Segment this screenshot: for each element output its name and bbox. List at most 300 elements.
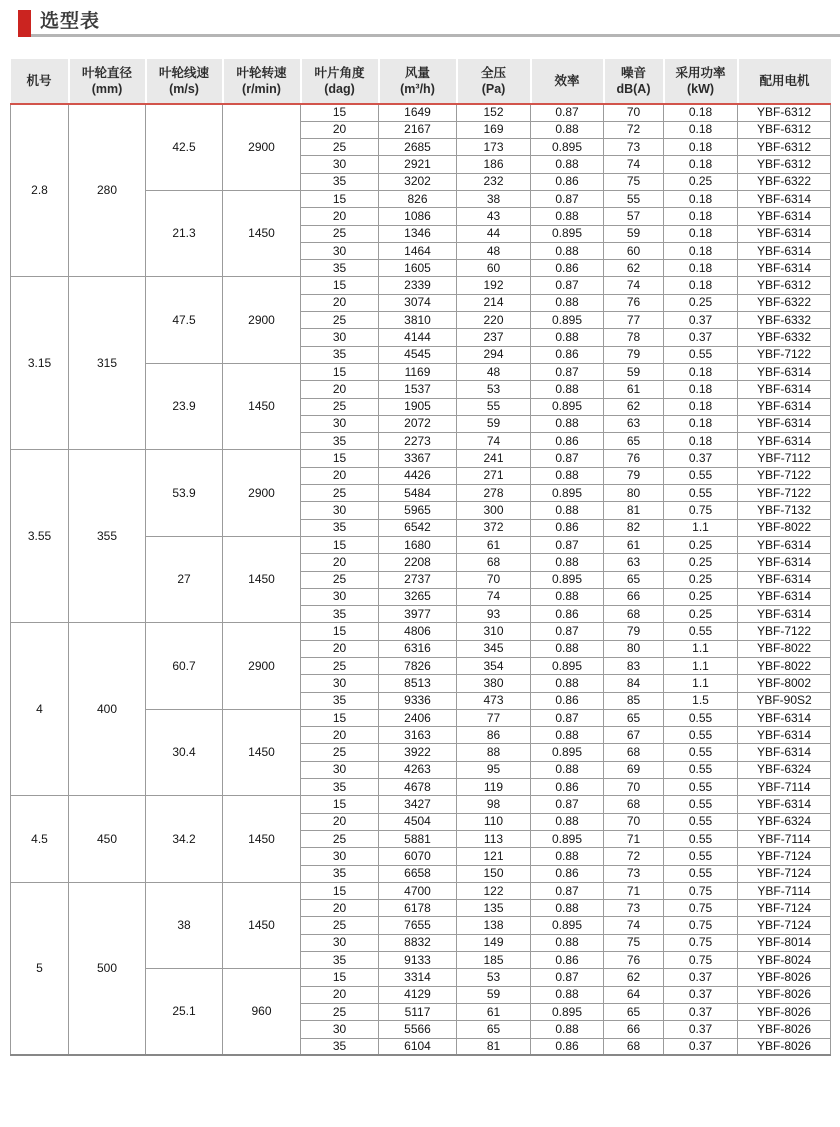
blade-angle-cell: 30 bbox=[301, 415, 379, 432]
pressure-cell: 150 bbox=[457, 865, 531, 882]
motor-cell: YBF-6314 bbox=[738, 398, 831, 415]
airflow-cell: 1605 bbox=[379, 260, 457, 277]
airflow-cell: 1680 bbox=[379, 536, 457, 553]
airflow-cell: 1905 bbox=[379, 398, 457, 415]
efficiency-cell: 0.87 bbox=[531, 969, 604, 986]
pressure-cell: 59 bbox=[457, 415, 531, 432]
power-cell: 0.55 bbox=[664, 467, 738, 484]
power-cell: 0.37 bbox=[664, 1038, 738, 1055]
efficiency-cell: 0.86 bbox=[531, 779, 604, 796]
power-cell: 0.18 bbox=[664, 398, 738, 415]
pressure-cell: 61 bbox=[457, 536, 531, 553]
noise-cell: 73 bbox=[604, 900, 664, 917]
noise-cell: 76 bbox=[604, 450, 664, 467]
rpm-cell: 1450 bbox=[223, 536, 301, 622]
efficiency-cell: 0.88 bbox=[531, 502, 604, 519]
airflow-cell: 3265 bbox=[379, 588, 457, 605]
airflow-cell: 6104 bbox=[379, 1038, 457, 1055]
efficiency-cell: 0.87 bbox=[531, 277, 604, 294]
pressure-cell: 74 bbox=[457, 588, 531, 605]
pressure-cell: 44 bbox=[457, 225, 531, 242]
pressure-cell: 38 bbox=[457, 190, 531, 207]
power-cell: 0.25 bbox=[664, 588, 738, 605]
motor-cell: YBF-6312 bbox=[738, 104, 831, 121]
pressure-cell: 241 bbox=[457, 450, 531, 467]
power-cell: 0.55 bbox=[664, 485, 738, 502]
selection-table-body bbox=[11, 104, 831, 1055]
motor-cell: YBF-8024 bbox=[738, 952, 831, 969]
motor-cell: YBF-8014 bbox=[738, 934, 831, 951]
motor-cell: YBF-8026 bbox=[738, 1003, 831, 1020]
pressure-cell: 122 bbox=[457, 882, 531, 899]
power-cell: 0.37 bbox=[664, 312, 738, 329]
efficiency-cell: 0.88 bbox=[531, 156, 604, 173]
airflow-cell: 4545 bbox=[379, 346, 457, 363]
pressure-cell: 300 bbox=[457, 502, 531, 519]
blade-angle-cell: 35 bbox=[301, 606, 379, 623]
efficiency-cell: 0.88 bbox=[531, 381, 604, 398]
efficiency-cell: 0.895 bbox=[531, 917, 604, 934]
airflow-cell: 9133 bbox=[379, 952, 457, 969]
power-cell: 0.55 bbox=[664, 848, 738, 865]
noise-cell: 68 bbox=[604, 796, 664, 813]
blade-angle-cell: 35 bbox=[301, 952, 379, 969]
pressure-cell: 278 bbox=[457, 485, 531, 502]
power-cell: 0.37 bbox=[664, 329, 738, 346]
noise-cell: 70 bbox=[604, 813, 664, 830]
airflow-cell: 6070 bbox=[379, 848, 457, 865]
blade-angle-cell: 15 bbox=[301, 882, 379, 899]
rpm-cell: 2900 bbox=[223, 277, 301, 363]
efficiency-cell: 0.86 bbox=[531, 1038, 604, 1055]
blade-angle-cell: 25 bbox=[301, 1003, 379, 1020]
table-row bbox=[11, 104, 831, 121]
title-underline bbox=[31, 9, 840, 37]
pressure-cell: 121 bbox=[457, 848, 531, 865]
power-cell: 0.37 bbox=[664, 1021, 738, 1038]
power-cell: 0.55 bbox=[664, 796, 738, 813]
pressure-cell: 185 bbox=[457, 952, 531, 969]
power-cell: 0.18 bbox=[664, 363, 738, 380]
pressure-cell: 61 bbox=[457, 1003, 531, 1020]
pressure-cell: 110 bbox=[457, 813, 531, 830]
power-cell: 1.1 bbox=[664, 675, 738, 692]
efficiency-cell: 0.86 bbox=[531, 519, 604, 536]
power-cell: 0.25 bbox=[664, 571, 738, 588]
col-header-unit: (dag) bbox=[324, 82, 355, 96]
motor-cell: YBF-6312 bbox=[738, 156, 831, 173]
col-header-efficiency bbox=[531, 59, 604, 104]
blade-angle-cell: 25 bbox=[301, 485, 379, 502]
col-header-noise bbox=[604, 59, 664, 104]
pressure-cell: 113 bbox=[457, 830, 531, 847]
diameter-cell: 450 bbox=[69, 796, 146, 882]
airflow-cell: 6178 bbox=[379, 900, 457, 917]
blade-angle-cell: 35 bbox=[301, 692, 379, 709]
motor-cell: YBF-7124 bbox=[738, 865, 831, 882]
efficiency-cell: 0.895 bbox=[531, 744, 604, 761]
noise-cell: 72 bbox=[604, 848, 664, 865]
noise-cell: 65 bbox=[604, 433, 664, 450]
airflow-cell: 2273 bbox=[379, 433, 457, 450]
noise-cell: 81 bbox=[604, 502, 664, 519]
motor-cell: YBF-6314 bbox=[738, 554, 831, 571]
efficiency-cell: 0.88 bbox=[531, 675, 604, 692]
airflow-cell: 4426 bbox=[379, 467, 457, 484]
motor-cell: YBF-7122 bbox=[738, 467, 831, 484]
pressure-cell: 186 bbox=[457, 156, 531, 173]
efficiency-cell: 0.87 bbox=[531, 450, 604, 467]
motor-cell: YBF-7122 bbox=[738, 346, 831, 363]
noise-cell: 71 bbox=[604, 830, 664, 847]
motor-cell: YBF-6324 bbox=[738, 761, 831, 778]
blade-angle-cell: 30 bbox=[301, 588, 379, 605]
noise-cell: 65 bbox=[604, 709, 664, 726]
noise-cell: 68 bbox=[604, 744, 664, 761]
power-cell: 0.18 bbox=[664, 277, 738, 294]
pressure-cell: 152 bbox=[457, 104, 531, 121]
noise-cell: 65 bbox=[604, 571, 664, 588]
efficiency-cell: 0.87 bbox=[531, 796, 604, 813]
noise-cell: 79 bbox=[604, 623, 664, 640]
power-cell: 0.18 bbox=[664, 225, 738, 242]
pressure-cell: 48 bbox=[457, 242, 531, 259]
blade-angle-cell: 25 bbox=[301, 398, 379, 415]
col-header-unit: (kW) bbox=[686, 82, 715, 96]
power-cell: 0.18 bbox=[664, 433, 738, 450]
pressure-cell: 237 bbox=[457, 329, 531, 346]
rpm-cell: 1450 bbox=[223, 796, 301, 882]
col-header-label: 噪音 bbox=[620, 66, 646, 80]
motor-cell: YBF-6314 bbox=[738, 606, 831, 623]
rpm-cell: 960 bbox=[223, 969, 301, 1055]
blade-angle-cell: 20 bbox=[301, 121, 379, 138]
noise-cell: 67 bbox=[604, 727, 664, 744]
power-cell: 0.25 bbox=[664, 536, 738, 553]
pressure-cell: 310 bbox=[457, 623, 531, 640]
airflow-cell: 2921 bbox=[379, 156, 457, 173]
blade-angle-cell: 20 bbox=[301, 727, 379, 744]
motor-cell: YBF-6332 bbox=[738, 329, 831, 346]
motor-cell: YBF-6314 bbox=[738, 225, 831, 242]
col-header-blade-angle bbox=[301, 59, 379, 104]
efficiency-cell: 0.88 bbox=[531, 727, 604, 744]
table-row bbox=[11, 277, 831, 294]
blade-angle-cell: 25 bbox=[301, 917, 379, 934]
model-cell: 5 bbox=[11, 882, 69, 1055]
airflow-cell: 3977 bbox=[379, 606, 457, 623]
col-header-diameter bbox=[69, 59, 146, 104]
noise-cell: 66 bbox=[604, 588, 664, 605]
blade-angle-cell: 25 bbox=[301, 225, 379, 242]
efficiency-cell: 0.895 bbox=[531, 312, 604, 329]
noise-cell: 84 bbox=[604, 675, 664, 692]
blade-angle-cell: 15 bbox=[301, 363, 379, 380]
blade-angle-cell: 20 bbox=[301, 294, 379, 311]
line-speed-cell: 25.1 bbox=[146, 969, 223, 1055]
motor-cell: YBF-6322 bbox=[738, 294, 831, 311]
power-cell: 0.18 bbox=[664, 139, 738, 156]
power-cell: 0.18 bbox=[664, 242, 738, 259]
blade-angle-cell: 25 bbox=[301, 312, 379, 329]
col-header-pressure bbox=[457, 59, 531, 104]
power-cell: 1.5 bbox=[664, 692, 738, 709]
blade-angle-cell: 30 bbox=[301, 1021, 379, 1038]
pressure-cell: 149 bbox=[457, 934, 531, 951]
rpm-cell: 2900 bbox=[223, 623, 301, 709]
blade-angle-cell: 15 bbox=[301, 796, 379, 813]
airflow-cell: 4678 bbox=[379, 779, 457, 796]
airflow-cell: 4504 bbox=[379, 813, 457, 830]
title-accent-bar bbox=[18, 10, 31, 37]
motor-cell: YBF-6314 bbox=[738, 727, 831, 744]
motor-cell: YBF-7124 bbox=[738, 848, 831, 865]
power-cell: 0.18 bbox=[664, 208, 738, 225]
efficiency-cell: 0.88 bbox=[531, 640, 604, 657]
motor-cell: YBF-6314 bbox=[738, 415, 831, 432]
motor-cell: YBF-6322 bbox=[738, 173, 831, 190]
diameter-cell: 315 bbox=[69, 277, 146, 450]
line-speed-cell: 21.3 bbox=[146, 190, 223, 276]
motor-cell: YBF-7122 bbox=[738, 623, 831, 640]
blade-angle-cell: 20 bbox=[301, 381, 379, 398]
diameter-cell: 355 bbox=[69, 450, 146, 623]
noise-cell: 85 bbox=[604, 692, 664, 709]
blade-angle-cell: 15 bbox=[301, 969, 379, 986]
efficiency-cell: 0.87 bbox=[531, 709, 604, 726]
efficiency-cell: 0.895 bbox=[531, 1003, 604, 1020]
power-cell: 1.1 bbox=[664, 658, 738, 675]
blade-angle-cell: 25 bbox=[301, 571, 379, 588]
efficiency-cell: 0.88 bbox=[531, 1021, 604, 1038]
line-speed-cell: 23.9 bbox=[146, 363, 223, 449]
blade-angle-cell: 20 bbox=[301, 208, 379, 225]
rpm-cell: 1450 bbox=[223, 190, 301, 276]
efficiency-cell: 0.895 bbox=[531, 139, 604, 156]
blade-angle-cell: 20 bbox=[301, 554, 379, 571]
noise-cell: 82 bbox=[604, 519, 664, 536]
efficiency-cell: 0.86 bbox=[531, 692, 604, 709]
motor-cell: YBF-7124 bbox=[738, 917, 831, 934]
efficiency-cell: 0.895 bbox=[531, 830, 604, 847]
efficiency-cell: 0.88 bbox=[531, 294, 604, 311]
motor-cell: YBF-8026 bbox=[738, 986, 831, 1003]
motor-cell: YBF-8022 bbox=[738, 640, 831, 657]
pressure-cell: 119 bbox=[457, 779, 531, 796]
pressure-cell: 65 bbox=[457, 1021, 531, 1038]
pressure-cell: 138 bbox=[457, 917, 531, 934]
noise-cell: 76 bbox=[604, 952, 664, 969]
line-speed-cell: 60.7 bbox=[146, 623, 223, 709]
pressure-cell: 93 bbox=[457, 606, 531, 623]
motor-cell: YBF-7114 bbox=[738, 882, 831, 899]
selection-table-header bbox=[11, 59, 831, 104]
pressure-cell: 354 bbox=[457, 658, 531, 675]
power-cell: 0.75 bbox=[664, 934, 738, 951]
pressure-cell: 232 bbox=[457, 173, 531, 190]
col-header-model bbox=[11, 59, 69, 104]
col-header-unit: (mm) bbox=[91, 82, 123, 96]
noise-cell: 71 bbox=[604, 882, 664, 899]
pressure-cell: 98 bbox=[457, 796, 531, 813]
blade-angle-cell: 20 bbox=[301, 813, 379, 830]
blade-angle-cell: 30 bbox=[301, 156, 379, 173]
airflow-cell: 1649 bbox=[379, 104, 457, 121]
noise-cell: 62 bbox=[604, 260, 664, 277]
noise-cell: 59 bbox=[604, 225, 664, 242]
power-cell: 0.75 bbox=[664, 502, 738, 519]
power-cell: 0.75 bbox=[664, 952, 738, 969]
motor-cell: YBF-6314 bbox=[738, 588, 831, 605]
airflow-cell: 1169 bbox=[379, 363, 457, 380]
power-cell: 0.55 bbox=[664, 623, 738, 640]
model-cell: 4.5 bbox=[11, 796, 69, 882]
airflow-cell: 5881 bbox=[379, 830, 457, 847]
efficiency-cell: 0.88 bbox=[531, 986, 604, 1003]
col-header-label: 叶轮直径 bbox=[81, 66, 132, 80]
blade-angle-cell: 15 bbox=[301, 623, 379, 640]
col-header-label: 效率 bbox=[554, 74, 580, 88]
pressure-cell: 214 bbox=[457, 294, 531, 311]
col-header-label: 叶轮转速 bbox=[236, 66, 287, 80]
power-cell: 0.55 bbox=[664, 830, 738, 847]
col-header-label: 风量 bbox=[404, 66, 430, 80]
blade-angle-cell: 20 bbox=[301, 467, 379, 484]
noise-cell: 74 bbox=[604, 277, 664, 294]
pressure-cell: 372 bbox=[457, 519, 531, 536]
line-speed-cell: 34.2 bbox=[146, 796, 223, 882]
blade-angle-cell: 20 bbox=[301, 640, 379, 657]
airflow-cell: 7655 bbox=[379, 917, 457, 934]
rpm-cell: 1450 bbox=[223, 363, 301, 449]
airflow-cell: 5117 bbox=[379, 1003, 457, 1020]
noise-cell: 55 bbox=[604, 190, 664, 207]
airflow-cell: 1537 bbox=[379, 381, 457, 398]
noise-cell: 76 bbox=[604, 294, 664, 311]
airflow-cell: 2208 bbox=[379, 554, 457, 571]
blade-angle-cell: 25 bbox=[301, 658, 379, 675]
airflow-cell: 8513 bbox=[379, 675, 457, 692]
efficiency-cell: 0.87 bbox=[531, 882, 604, 899]
power-cell: 0.18 bbox=[664, 415, 738, 432]
efficiency-cell: 0.895 bbox=[531, 398, 604, 415]
col-header-power bbox=[664, 59, 738, 104]
col-header-label: 配用电机 bbox=[759, 74, 810, 88]
airflow-cell: 6542 bbox=[379, 519, 457, 536]
power-cell: 0.37 bbox=[664, 1003, 738, 1020]
col-header-label: 采用功率 bbox=[675, 66, 726, 80]
blade-angle-cell: 30 bbox=[301, 502, 379, 519]
efficiency-cell: 0.88 bbox=[531, 900, 604, 917]
airflow-cell: 826 bbox=[379, 190, 457, 207]
pressure-cell: 59 bbox=[457, 986, 531, 1003]
motor-cell: YBF-7112 bbox=[738, 450, 831, 467]
airflow-cell: 4700 bbox=[379, 882, 457, 899]
power-cell: 0.37 bbox=[664, 450, 738, 467]
motor-cell: YBF-6314 bbox=[738, 208, 831, 225]
blade-angle-cell: 35 bbox=[301, 173, 379, 190]
noise-cell: 61 bbox=[604, 536, 664, 553]
noise-cell: 59 bbox=[604, 363, 664, 380]
noise-cell: 83 bbox=[604, 658, 664, 675]
efficiency-cell: 0.88 bbox=[531, 467, 604, 484]
power-cell: 0.18 bbox=[664, 260, 738, 277]
noise-cell: 63 bbox=[604, 554, 664, 571]
efficiency-cell: 0.87 bbox=[531, 363, 604, 380]
motor-cell: YBF-6314 bbox=[738, 571, 831, 588]
airflow-cell: 2339 bbox=[379, 277, 457, 294]
airflow-cell: 2737 bbox=[379, 571, 457, 588]
airflow-cell: 9336 bbox=[379, 692, 457, 709]
pressure-cell: 53 bbox=[457, 381, 531, 398]
pressure-cell: 95 bbox=[457, 761, 531, 778]
efficiency-cell: 0.86 bbox=[531, 260, 604, 277]
col-header-label: 叶片角度 bbox=[314, 66, 365, 80]
blade-angle-cell: 15 bbox=[301, 709, 379, 726]
noise-cell: 68 bbox=[604, 606, 664, 623]
diameter-cell: 500 bbox=[69, 882, 146, 1055]
power-cell: 1.1 bbox=[664, 519, 738, 536]
pressure-cell: 70 bbox=[457, 571, 531, 588]
power-cell: 0.37 bbox=[664, 969, 738, 986]
efficiency-cell: 0.88 bbox=[531, 554, 604, 571]
pressure-cell: 55 bbox=[457, 398, 531, 415]
power-cell: 0.25 bbox=[664, 294, 738, 311]
pressure-cell: 74 bbox=[457, 433, 531, 450]
blade-angle-cell: 35 bbox=[301, 1038, 379, 1055]
blade-angle-cell: 20 bbox=[301, 986, 379, 1003]
efficiency-cell: 0.87 bbox=[531, 104, 604, 121]
blade-angle-cell: 30 bbox=[301, 242, 379, 259]
airflow-cell: 6658 bbox=[379, 865, 457, 882]
efficiency-cell: 0.87 bbox=[531, 190, 604, 207]
pressure-cell: 81 bbox=[457, 1038, 531, 1055]
airflow-cell: 1346 bbox=[379, 225, 457, 242]
noise-cell: 60 bbox=[604, 242, 664, 259]
power-cell: 0.75 bbox=[664, 882, 738, 899]
efficiency-cell: 0.895 bbox=[531, 658, 604, 675]
col-header-line-speed bbox=[146, 59, 223, 104]
blade-angle-cell: 35 bbox=[301, 779, 379, 796]
power-cell: 0.55 bbox=[664, 709, 738, 726]
efficiency-cell: 0.88 bbox=[531, 121, 604, 138]
noise-cell: 79 bbox=[604, 346, 664, 363]
noise-cell: 70 bbox=[604, 104, 664, 121]
motor-cell: YBF-6312 bbox=[738, 121, 831, 138]
table-row bbox=[11, 882, 831, 899]
airflow-cell: 3427 bbox=[379, 796, 457, 813]
airflow-cell: 1464 bbox=[379, 242, 457, 259]
efficiency-cell: 0.895 bbox=[531, 225, 604, 242]
power-cell: 0.25 bbox=[664, 173, 738, 190]
line-speed-cell: 42.5 bbox=[146, 104, 223, 190]
motor-cell: YBF-8002 bbox=[738, 675, 831, 692]
motor-cell: YBF-7124 bbox=[738, 900, 831, 917]
power-cell: 1.1 bbox=[664, 640, 738, 657]
efficiency-cell: 0.88 bbox=[531, 242, 604, 259]
line-speed-cell: 53.9 bbox=[146, 450, 223, 536]
motor-cell: YBF-6314 bbox=[738, 381, 831, 398]
pressure-cell: 169 bbox=[457, 121, 531, 138]
blade-angle-cell: 20 bbox=[301, 900, 379, 917]
power-cell: 0.18 bbox=[664, 104, 738, 121]
efficiency-cell: 0.88 bbox=[531, 848, 604, 865]
efficiency-cell: 0.88 bbox=[531, 588, 604, 605]
blade-angle-cell: 15 bbox=[301, 536, 379, 553]
pressure-cell: 77 bbox=[457, 709, 531, 726]
noise-cell: 74 bbox=[604, 917, 664, 934]
airflow-cell: 5566 bbox=[379, 1021, 457, 1038]
